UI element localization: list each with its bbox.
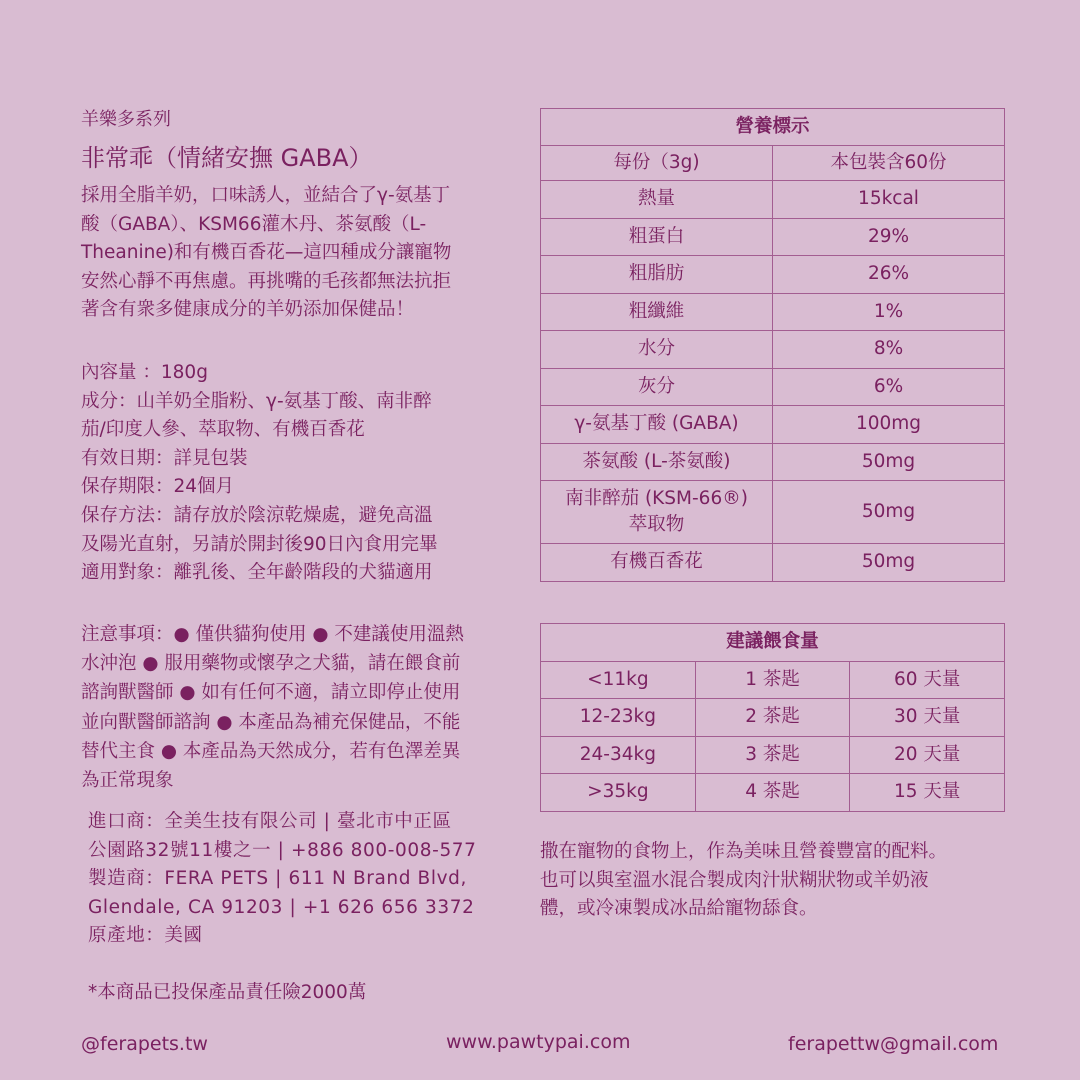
nutrient-name: 粗脂肪 [541,256,773,294]
importer-address-line: 公園路32號11樓之一 | +886 800-008-577 [88,839,477,861]
feeding-table [540,623,1005,812]
table-row [541,661,1005,699]
manufacturer-line: 製造商：FERA PETS | 611 N Brand Blvd, [88,868,467,890]
company-info [88,808,528,951]
precaution-line: 並向獸醫師諮詢 ● 本產品為補充保健品，不能 [81,711,461,733]
precaution-line: 諮詢獸醫師 ● 如有任何不適，請立即停止使用 [81,682,461,704]
nutrition-table [540,108,1005,582]
product-title: 非常乖（情緒安撫 GABA） [81,144,373,172]
precaution-line: 注意事項：● 僅供貓狗使用 ● 不建議使用溫熱 [81,624,464,645]
feeding-amount: 2 茶匙 [695,699,850,737]
usage-line: 體，或冷凍製成冰品給寵物舔食。 [540,898,818,920]
feeding-days: 60 天量 [850,661,1005,699]
table-row [541,406,1005,444]
description-line: Theanine)和有機百香花—這四種成分讓寵物 [81,242,452,264]
table-row [541,256,1005,294]
table-row [541,774,1005,812]
nutrient-name: 粗纖維 [541,293,773,331]
description-line: 安然心靜不再焦慮。再挑嘴的毛孩都無法抗拒 [81,270,452,292]
spec-expiry: 有效日期：詳見包裝 [81,447,248,469]
nutrient-value: 29% [773,218,1005,256]
nutrient-value: 6% [773,368,1005,406]
table-row [541,544,1005,582]
nutrient-value: 26% [773,256,1005,294]
table-row [541,443,1005,481]
manufacturer-address-line: Glendale, CA 91203 | +1 626 656 3372 [88,896,475,918]
website-link[interactable]: www.pawtypai.com [446,1031,631,1053]
spec-shelf-life: 保存期限：24個月 [81,476,235,498]
table-row [541,368,1005,406]
nutrient-name: 灰分 [541,368,773,406]
nutrient-name: 茶氨酸 (L-茶氨酸) [541,443,773,481]
description-line: 採用全脂羊奶，口味誘人，並結合了γ-氨基丁 [81,185,451,206]
nutrient-name-line: 萃取物 [628,514,685,535]
spec-storage-cont: 及陽光直射，另請於開封後90日內食用完畢 [81,533,438,555]
feeding-table-title: 建議餵食量 [541,624,1005,662]
feeding-amount: 4 茶匙 [695,774,850,812]
nutrition-table-title: 營養標示 [541,109,1005,146]
description-line: 酸（GABA）、KSM66灌木丹、茶氨酸（L- [81,213,427,235]
table-row [541,218,1005,256]
nutrient-value: 100mg [773,406,1005,444]
pet-weight: 24-34kg [541,736,696,774]
table-row [541,181,1005,219]
precaution-line: 為正常現象 [81,770,174,792]
nutrient-name: 有機百香花 [541,544,773,582]
feeding-amount: 3 茶匙 [695,736,850,774]
feeding-days: 20 天量 [850,736,1005,774]
nutrient-name: 粗蛋白 [541,218,773,256]
spec-ingredients-cont: 茄/印度人參、萃取物、有機百香花 [81,419,365,441]
origin-line: 原產地：美國 [88,925,203,947]
nutrient-value: 8% [773,331,1005,369]
precaution-line: 替代主食 ● 本產品為天然成分，若有色澤差異 [81,740,461,762]
nutrient-name: γ-氨基丁酸 (GABA) [541,406,773,444]
table-row [541,736,1005,774]
nutrient-name [541,481,773,544]
spec-ingredients: 成分：山羊奶全脂粉、γ-氨基丁酸、南非醉 [81,390,432,412]
email-link[interactable]: ferapettw@gmail.com [788,1033,999,1055]
usage-line: 撒在寵物的食物上，作為美味且營養豐富的配料。 [540,841,948,862]
nutrient-value: 50mg [773,544,1005,582]
table-row [541,699,1005,737]
description-line: 著含有衆多健康成分的羊奶添加保健品！ [81,299,415,321]
product-description [81,182,521,325]
usage-line: 也可以與室溫水混合製成肉汁狀糊狀物或羊奶液 [540,869,929,891]
spec-suitable-for: 適用對象：離乳後、全年齡階段的犬貓適用 [81,562,433,584]
nutrient-value: 50mg [773,443,1005,481]
precaution-line: 水沖泡 ● 服用藥物或懷孕之犬貓，請在餵食前 [81,653,461,675]
table-row [541,293,1005,331]
feeding-days: 30 天量 [850,699,1005,737]
nutrient-name: 熱量 [541,181,773,219]
insurance-note: *本商品已投保產品責任險2000萬 [88,982,367,1003]
instagram-handle[interactable]: @ferapets.tw [81,1033,208,1055]
spec-storage: 保存方法：請存放於陰涼乾燥處，避免高溫 [81,504,433,526]
serving-size: 每份（3g) [541,146,773,181]
pet-weight: <11kg [541,661,696,699]
nutrient-value: 50mg [773,481,1005,544]
feeding-amount: 1 茶匙 [695,661,850,699]
product-series: 羊樂多系列 [81,109,171,130]
table-row [541,331,1005,369]
pet-weight: 12-23kg [541,699,696,737]
table-row [541,481,1005,544]
spec-net-weight: 內容量 ：180g [81,362,208,383]
feeding-days: 15 天量 [850,774,1005,812]
nutrient-value: 1% [773,293,1005,331]
precautions [81,620,521,795]
servings-per-pack: 本包裝含60份 [773,146,1005,181]
nutrient-name: 水分 [541,331,773,369]
pet-weight: >35kg [541,774,696,812]
nutrient-value: 15kcal [773,181,1005,219]
usage-instructions [540,838,1020,924]
product-specs [81,359,521,588]
nutrient-name-line: 南非醉茄 (KSM-66®) [565,488,748,509]
importer-line: 進口商：全美生技有限公司 | 臺北市中正區 [88,811,452,832]
